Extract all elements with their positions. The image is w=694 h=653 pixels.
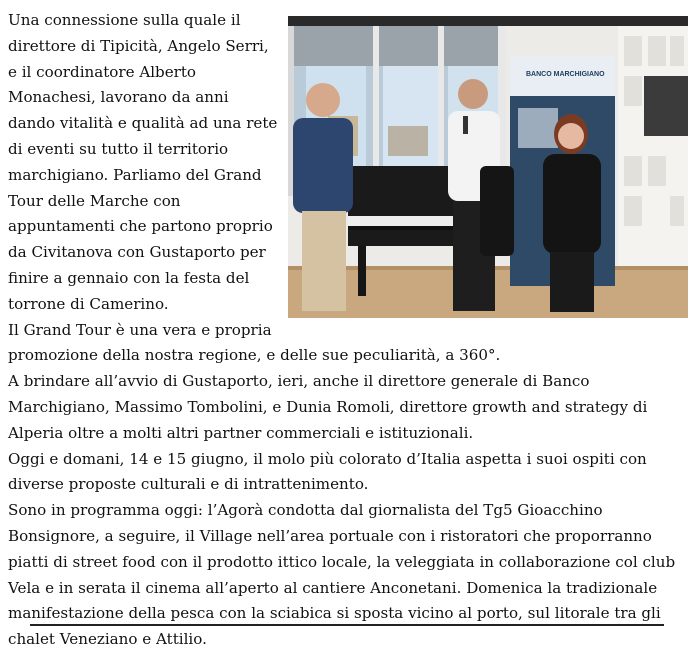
- article-paragraph-1: Una connessione sulla quale il direttore di Tipicità, Angelo Serri, e il coordinatore Alberto Monachesi, lavorano da anni dando vitalità e qualità ad una rete di eventi su tutto il territorio marchigiano. Parliamo del Grand Tour delle Marche con appuntamenti che partono proprio da Civitanova con Gustaporto per finire a gennaio con la festa del torrone di Camerino.: [8, 11, 278, 313]
- event-photo-illustration: [288, 16, 688, 318]
- bottom-divider: [30, 624, 664, 626]
- article-paragraph-3: A brindare all’avvio di Gustaporto, ieri, anche il direttore generale di Banco Marchigiano, Massimo Tombolini, e Dunia Romoli, direttore growth and strategy di Alperia oltre a molti altri partner commerciali e istituzionali.: [8, 372, 648, 442]
- banner-logo: BANCO MARCHIGIANO: [526, 71, 605, 78]
- article-paragraph-5: Sono in programma oggi: l’Agorà condotta dal giornalista del Tg5 Gioacchino Bonsignore, a seguire, il Village nell’area portuale con i ristoratori che proporranno piatti di street food con il prodotto ittico locale, la veleggiata in collaborazione col club Vela e in serata il cinema all’aperto al cantiere Anconetani. Domenica la tradizionale manifestazione della pesca con la sciabica si sposta vicino al porto, sul litorale tra gli chalet Veneziano e Attilio.: [8, 501, 676, 649]
- article-paragraph-4: Oggi e domani, 14 e 15 giugno, il molo più colorato d’Italia aspetta i suoi ospiti con diverse proposte culturali e di intrattenimento.: [8, 449, 647, 494]
- article-paragraph-2: Il Grand Tour è una vera e propria promozione della nostra regione, e delle sue peculiarità, a 360°.: [8, 320, 501, 365]
- event-photo: [288, 16, 688, 318]
- article: [8, 8, 688, 653]
